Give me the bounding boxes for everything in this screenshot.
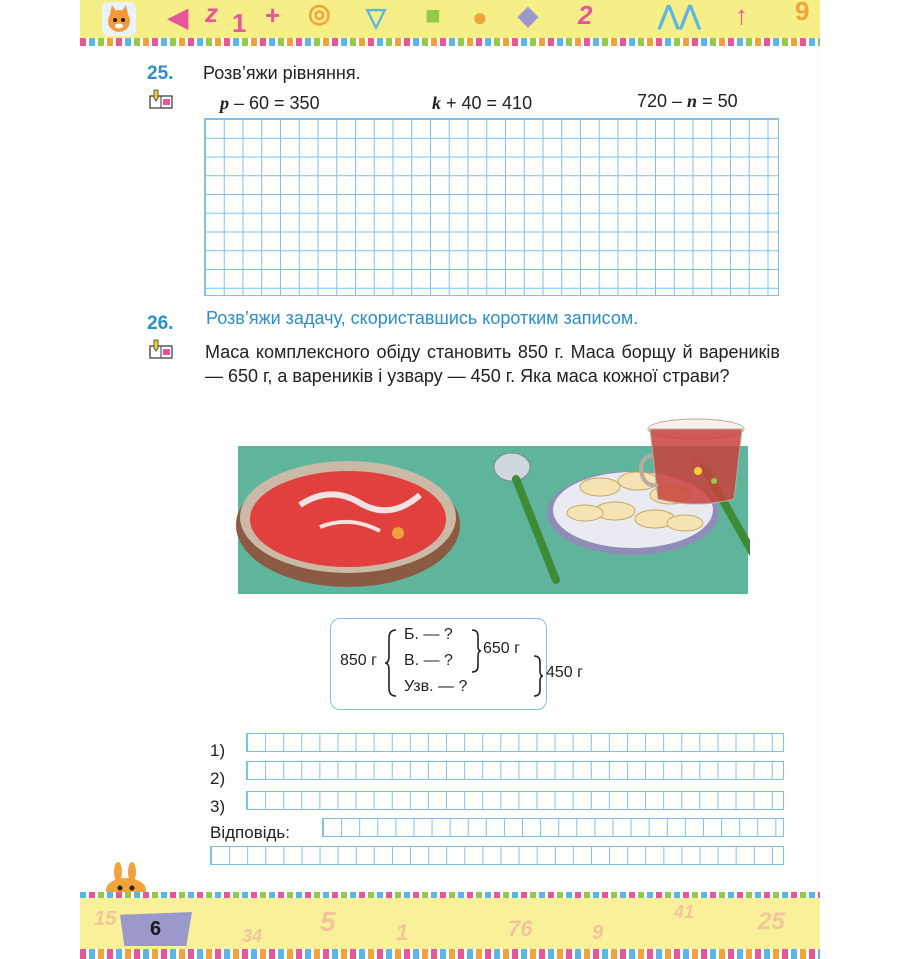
step-3-label: 3) [210, 797, 226, 816]
equation-3-prefix: 720 – [637, 91, 688, 111]
top-color-strip [80, 38, 820, 46]
equation-1-text: – 60 = 350 [229, 93, 320, 113]
deco-number: 1 [396, 920, 409, 945]
deco-number: 76 [508, 916, 533, 941]
workbook-page [80, 0, 820, 959]
answer-grid-25[interactable] [204, 118, 779, 296]
scheme-sum-varenyky-uzvar: 450 г [546, 664, 583, 681]
exercise-26-number: 26. [147, 313, 174, 334]
deco-zigzag: ⋀⋀ [658, 0, 701, 30]
equation-2-text: + 40 = 410 [441, 93, 533, 113]
deco-symbol: 2 [578, 0, 593, 30]
exercise-25-number: 25. [147, 63, 174, 84]
problem-text: Маса комплексного обіду становить 850 г. Маса борщу й вареників — 650 г, а вареників і узвару — 450 г. Яка маса кожної страви? [205, 342, 780, 386]
scheme-item-borscht: Б. — ? [404, 626, 453, 643]
scheme-item-varenyky: В. — ? [404, 652, 453, 669]
scheme-item-uzvar: Узв. — ? [404, 678, 468, 695]
equation-2-variable: k [432, 93, 441, 113]
deco-symbol: ↑ [735, 0, 748, 30]
step-2-label: 2) [210, 769, 226, 788]
exercise-25-title: Розв’яжи рівняння. [203, 63, 361, 83]
deco-symbol: 9 [795, 0, 810, 26]
answer-label: Відповідь: [210, 823, 291, 842]
equation-1-variable: p [220, 93, 229, 113]
equation-3-text: = 50 [697, 91, 738, 111]
deco-symbol: + [265, 0, 281, 30]
step-1-answer-row[interactable] [246, 733, 784, 752]
deco-number: 34 [242, 926, 263, 946]
left-brace-icon [384, 628, 398, 698]
step-2-answer-row[interactable] [246, 761, 784, 780]
deco-triangle: ▽ [366, 2, 386, 32]
step-3-answer-row[interactable] [246, 791, 784, 810]
scan-margin-left [0, 0, 80, 959]
deco-number: 9 [592, 922, 604, 944]
borscht-bowl [236, 461, 460, 587]
deco-circle: ● [472, 2, 488, 32]
deco-number: 25 [758, 908, 785, 935]
scheme-sum-borscht-varenyky: 650 г [483, 640, 520, 657]
spoon [494, 453, 556, 580]
notebook-pencil-icon [148, 88, 174, 110]
scan-margin-right [820, 0, 900, 959]
answer-row-1[interactable] [322, 818, 784, 837]
deco-number: 5 [320, 906, 336, 937]
deco-symbol: 1 [232, 8, 247, 38]
deco-square: ■ [425, 0, 441, 30]
deco-spiral: ◎ [308, 0, 331, 28]
bottom-color-strip-2 [80, 949, 820, 959]
equation-3-variable: n [687, 91, 698, 111]
cat-icon [102, 2, 136, 36]
step-1-label: 1) [210, 741, 226, 760]
uzvar-cup [638, 415, 746, 507]
deco-symbol: z [205, 0, 218, 28]
equation-1 [220, 93, 320, 114]
deco-arrow-left: ◀ [168, 2, 188, 32]
deco-number: 15 [94, 908, 117, 930]
answer-row-2[interactable] [210, 846, 784, 865]
notebook-pencil-icon [148, 338, 174, 360]
scheme-total: 850 г [340, 652, 377, 669]
deco-diamond: ◆ [518, 0, 538, 30]
equation-2 [432, 93, 532, 114]
equation-3 [637, 91, 738, 112]
right-brace-upper-icon [470, 628, 482, 674]
deco-number: 41 [674, 902, 695, 922]
top-banner [80, 0, 820, 38]
exercise-26-title: Розв’яжи задачу, скориставшись коротким записом. [206, 308, 639, 328]
right-brace-lower-icon [532, 654, 544, 698]
page-number: 6 [150, 918, 162, 940]
